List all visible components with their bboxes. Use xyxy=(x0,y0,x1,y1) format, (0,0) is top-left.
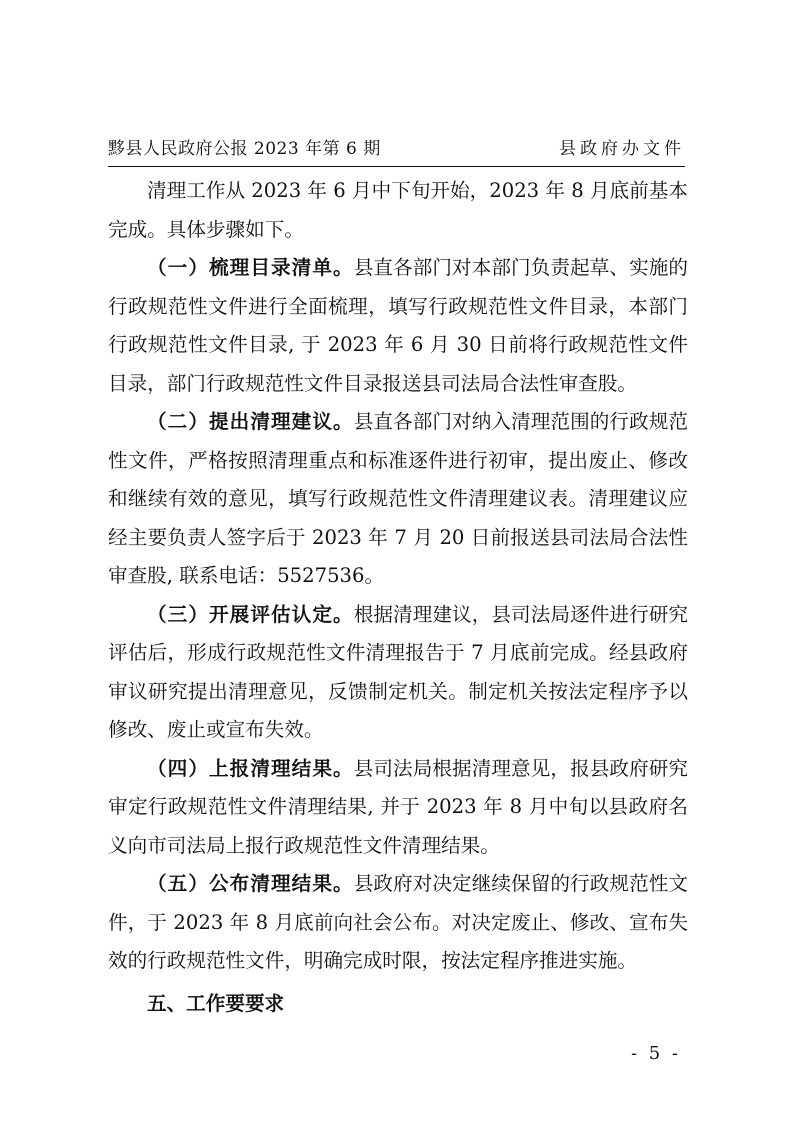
paragraph-step-2 xyxy=(108,403,688,596)
paragraph-step-5 xyxy=(108,865,688,981)
paragraph-text: 县司法局根据清理意见，报县政府研究审定行政规范性文件清理结果, 并于 2023 年 8 月中旬以县政府名义向市司法局上报行政规范性文件清理结果。 xyxy=(108,756,689,857)
header-divider xyxy=(108,166,685,167)
paragraph-text: 清理工作从 2023 年 6 月中下旬开始，2023 年 8 月底前基本完成。具体步骤如下。 xyxy=(108,179,688,241)
paragraph-intro xyxy=(108,172,688,249)
section-heading: 五、工作要要求 xyxy=(147,991,285,1015)
page-number: - 5 - xyxy=(630,1043,681,1064)
paragraph-step-1 xyxy=(108,249,688,403)
step-heading: （四）上报清理结果。 xyxy=(147,756,354,780)
step-heading: （五）公布清理结果。 xyxy=(147,872,354,895)
paragraph-text: 县政府对决定继续保留的行政规范性文件，于 2023 年 8 月底前向社会公布。对决定废止、修改、宣布失效的行政规范性文件，明确完成时限，按法定程序推进实施。 xyxy=(108,872,689,972)
step-heading: （一）梳理目录清单。 xyxy=(147,256,354,279)
paragraph-text: 县直各部门对纳入清理范围的行政规范性文件，严格按照清理重点和标准逐件进行初审，提出废止、修改和继续有效的意见，填写行政规范性文件清理建议表。清理建议应经主要负责人签字后于 2023 年 7 月 20 日前报送县司法局合法性审查股, 联系电话：5527536。 xyxy=(108,410,689,587)
header-publication: 黟县人民政府公报 2023 年第 6 期 xyxy=(108,139,381,159)
paragraph-step-4 xyxy=(108,750,688,866)
page-header xyxy=(108,135,685,165)
step-heading: （二）提出清理建议。 xyxy=(147,410,354,433)
document-body xyxy=(108,172,688,1023)
step-heading: （三）开展评估认定。 xyxy=(147,602,354,626)
paragraph-step-3 xyxy=(108,596,688,750)
paragraph-text: 根据清理建议，县司法局逐件进行研究评估后，形成行政规范性文件清理报告于 7 月底前完成。经县政府审议研究提出清理意见，反馈制定机关。制定机关按法定程序予以修改、废止或宣布失效。 xyxy=(108,602,689,741)
paragraph-text: 县直各部门对本部门负责起草、实施的行政规范性文件进行全面梳理，填写行政规范性文件目录，本部门行政规范性文件目录, 于 2023 年 6 月 30 日前将行政规范性文件目录，部门行政规范性文件目录报送县司法局合法性审查股。 xyxy=(108,256,689,395)
header-department: 县政府办文件 xyxy=(559,139,685,159)
